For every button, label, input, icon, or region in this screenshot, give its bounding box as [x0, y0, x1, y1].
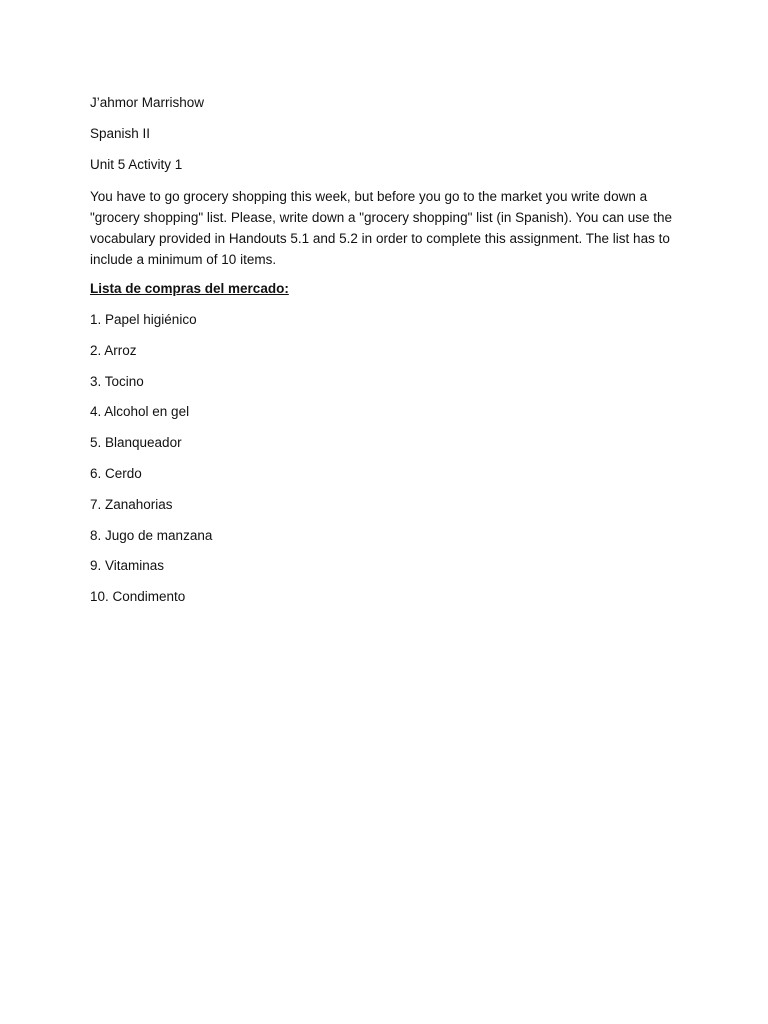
instructions-paragraph: You have to go grocery shopping this week, but before you go to the market you write down a "grocery shopping" list. Please, write down a "grocery shopping" list (in Spanish). You can use the vocabulary provided in Handouts 5.1 and 5.2 in order to complete this assignment. The list has to include a minimum of 10 items. [90, 189, 672, 267]
assignment-title: Unit 5 Activity 1 [90, 157, 183, 172]
list-item: 4. Alcohol en gel [90, 404, 190, 420]
list-item: 1. Papel higiénico [90, 312, 197, 327]
list-heading: Lista de compras del mercado: [90, 281, 289, 296]
list-item: 7. Zanahorias [90, 496, 173, 512]
grocery-list [90, 310, 682, 606]
list-item: 5. Blanqueador [90, 435, 182, 451]
list-item: 3. Tocino [90, 373, 144, 389]
list-item: 9. Vitaminas [90, 558, 165, 574]
course-name: Spanish II [90, 126, 151, 141]
list-item: 6. Cerdo [90, 465, 142, 481]
list-item: 10. Condimento [90, 589, 186, 605]
list-item: 8. Jugo de manzana [90, 527, 213, 543]
list-item: 2. Arroz [90, 342, 137, 358]
author-name: J’ahmor Marrishow [90, 95, 205, 110]
document-body [90, 93, 682, 618]
